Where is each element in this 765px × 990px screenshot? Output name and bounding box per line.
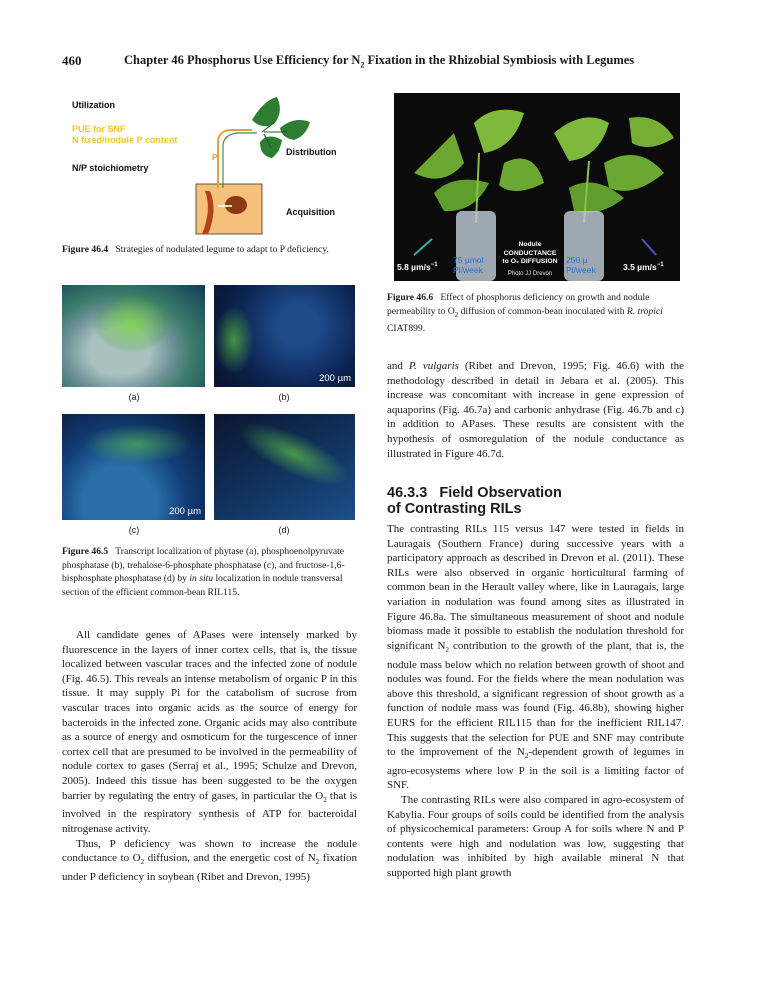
micrograph-a xyxy=(62,285,205,387)
paragraph: The contrasting RILs were also compared in agro-ecosystem of Kabylia. Four groups of soils could be identified from the analysis of physicochemical parameters: Group A for soils where N and P contents were high and nodulation was low, suggesting that nodulation was inhibited by high available mineral N that supported high plant growth xyxy=(387,794,684,880)
page-number: 460 xyxy=(62,53,82,68)
micrograph-b xyxy=(214,285,355,387)
rate-left: 5.8 $\mu m/s^{-1}$ xyxy=(397,262,438,272)
tag-right: 250 µ Pi/week xyxy=(566,255,596,275)
paragraph: and P. vulgaris (Ribet and Drevon, 1995; Fig. 46.6) with the methodology described in detail in Jebara et al. (2005). This increase was concomitant with increase in gene expression of aquaporins (Fig. 46.7a) and carbonic anhydrase (Fig. 46.7b and c) in addition to APases. These results are consistent with the hypothesis of osmoregulation of the nodule conductance as illustrated in Figure 46.7d. xyxy=(387,360,684,460)
micrograph-c xyxy=(62,414,205,520)
fluorescence-c xyxy=(82,424,192,464)
leaf xyxy=(414,133,464,179)
panel-label-d: (d) xyxy=(278,525,290,535)
fluorescence-a xyxy=(92,293,172,353)
leaf xyxy=(629,117,674,147)
photo-credit: Photo JJ Drevon xyxy=(507,271,553,277)
nodule-shape xyxy=(225,196,247,214)
rate-right: 3.5 $\mu m/s^{-1}$ xyxy=(623,262,664,272)
scale-bar-c: 200 µm xyxy=(169,506,201,517)
leaf xyxy=(474,110,524,153)
leaf xyxy=(499,159,544,192)
figure-46-5-caption: Figure 46.5 Transcript localization of phytase (a), phosphoenolpyruvate phosphatase (b), trehalose-6-phosphate phosphatase (c), and fructose-1,6-bisphosphate phosphatase (d) by in situ localization in nodule transversal section of the efficient common-bean RIL115. xyxy=(62,546,345,598)
up-arrow xyxy=(414,239,432,255)
down-arrow xyxy=(642,239,656,255)
leaf xyxy=(604,155,664,191)
label-distribution: Distribution xyxy=(286,147,337,157)
panel-label-a: (a) xyxy=(128,392,140,402)
leaf-top xyxy=(252,97,280,126)
label-np: N/P stoichiometry xyxy=(72,163,149,173)
p-strategy-diagram xyxy=(62,92,362,237)
fluorescence-b xyxy=(214,305,254,375)
leaf xyxy=(434,180,489,211)
stem-line xyxy=(223,133,257,188)
panel-label-b: (b) xyxy=(278,392,290,402)
label-pue: PUE for SNF xyxy=(72,124,126,134)
section-heading: 46.3.3 Field Observation of Contrasting RILs xyxy=(387,485,562,517)
tag-left: 75 µmol Pi/week xyxy=(453,255,484,275)
figure-46-6-caption: Figure 46.6 Effect of phosphorus deficiency on growth and nodule permeability to $O_2$ diffusion of common-bean inoculated with R. tropici CIAT899. xyxy=(387,292,663,334)
label-utilization: Utilization xyxy=(72,100,115,110)
figure-46-6-photo xyxy=(394,93,680,281)
scale-bar-b: 200 µm xyxy=(319,373,351,384)
paragraph: All candidate genes of APases were intensely marked by fluorescence in the layers of inner cortex cells, that is, the tissue localized between vascular traces and the infected zone of nodule (Fig. 46.5). This reveals an intense metabolism of organic P in this tissue. It may supply Pi for the catabolism of sucrose from vascular traces into organic acids as the source of energy for bacteroids in the infected zone. Organic acids may also contribute as a source of energy and osmoticum for the turgescence of inner cortex cell that are presumed to be involved in the permeability of nodule cortex to gases (Serraj et al., 1995; Schulze and Drevon, 2005). Indeed this tissue has been suggested to be the oxygen barrier by regulating the entry of gases, in particular the $O_2$ that is involved in the respiratory synthesis of ATP for bacteroidal nitrogenase activity. xyxy=(62,629,358,835)
left-column-text xyxy=(62,628,357,884)
fluorescence-d xyxy=(231,414,355,497)
paragraph: The contrasting RILs 115 versus 147 were tested in fields in Lauragais (Southern France) during successive years with a participatory approach as described in Drevon et al. (2011). These RILs were also observed in organic horticultural farming of common bean in the Herault valley where, like in Lauragais, large variation in nodulation was found among sites as illustrated in Figure 46.8a. The simultaneous measurement of shoot and nodule biomass made it possible to establish the nodulation threshold for significant $N_2$ contribution to the growth of the plant, that is, the nodule mass below which no relation between growth of shoot and nodules was found. For the fields where the mean nodulation was above this threshold, a significant regression of shoot growth as a function of nodule mass was found (Fig. 46.8b), showing higher EURS for the efficient RIL115 than for the inefficient RIL147. This suggests that the selection for PUE and SNF may contribute to the improvement of the $N_2$-dependent growth of legumes in agro-ecosystems where low P in the soil is a limiting factor of SNF. xyxy=(387,523,685,792)
panel-label-c: (c) xyxy=(128,525,140,535)
leaf-right xyxy=(280,120,310,140)
conductance-label: Nodule CONDUCTANCE to O₂ DIFFUSION xyxy=(502,241,558,265)
running-header: Chapter 46 Phosphorus Use Efficiency for $N_2$ Fixation in the Rhizobial Symbiosis with Legumes xyxy=(124,53,635,70)
label-p: P xyxy=(212,153,218,162)
label-n-fixed: N fixed/nodule P content xyxy=(72,135,178,145)
micrograph-d xyxy=(214,414,355,520)
paragraph: Thus, P deficiency was shown to increase the nodule conductance to $O_2$ diffusion, and the energetic cost of $N_2$ fixation under P deficiency in soybean (Ribet and Drevon, 1995) xyxy=(62,837,357,883)
right-column-text xyxy=(387,522,684,881)
label-acquisition: Acquisition xyxy=(286,207,335,217)
figure-46-4-caption: Figure 46.4 Strategies of nodulated legume to adapt to P deficiency. xyxy=(62,244,329,255)
figure-46-4 xyxy=(62,92,362,237)
right-column-text-top xyxy=(387,359,684,461)
leaf xyxy=(554,117,609,161)
